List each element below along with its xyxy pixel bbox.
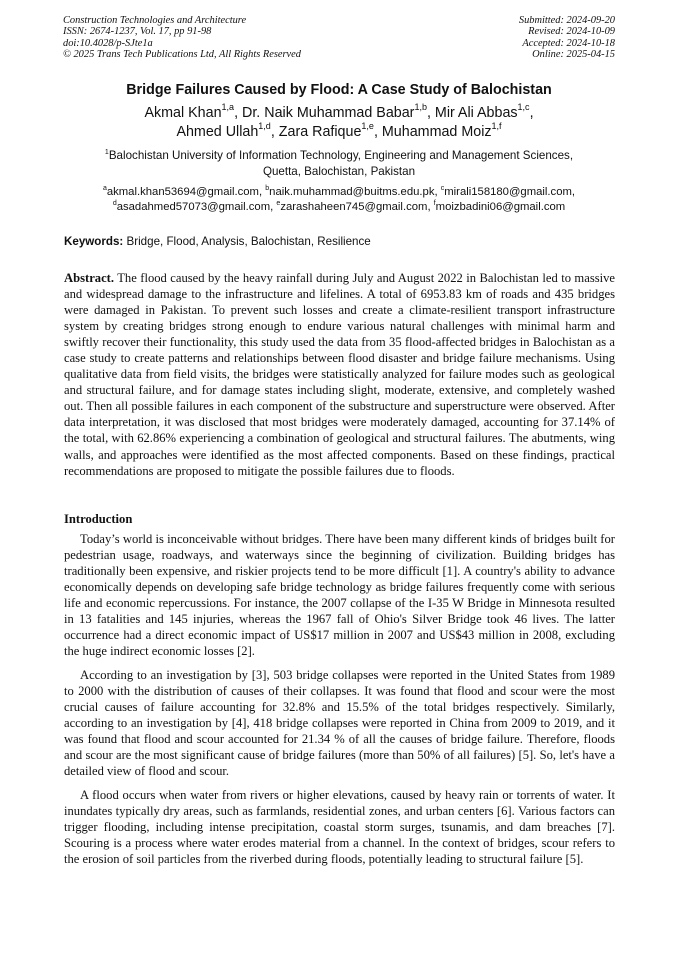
revised-date: Revised: 2024-10-09 [528,26,615,38]
author: Akmal Khan$^{1,a}$ [144,102,235,121]
paragraph: Today’s world is inconceivable without bridges. There have been many different kinds of bridges built for pedestrian usage, roadways, and waterways since the beginning of civilization. Building bridges has traditionally been expensive, and riskier projects tend to be more difficult [1]. A country's ability to advance economically depends on developing safe bridge technology as bridge failures frequently come with serious life and economic repercussions. For instance, the 2007 collapse of the I-35 W Bridge in Minnesota resulted in 13 fatalities and 145 injuries, whereas the 1967 fall of Ohio's Silver Bridge took 46 lives. The latter occurrence had a direct economic impact of US$17 million in 2007 and US$43 million in 2008, excluding the huge indirect economic losses [2]. [64,532,615,659]
paper-title: Bridge Failures Caused by Flood: A Case Study of Balochistan [126,82,552,98]
author: Muhammad Moiz$^{1,f}$ [381,121,502,140]
author: Mir Ali Abbas$^{1,c}$ [434,102,530,121]
email-link[interactable]: $^f$moizbadini06@gmail.com [433,199,566,213]
email-link[interactable]: $^c$mirali158180@gmail.com [440,185,572,198]
journal-name: Construction Technologies and Architecture [63,15,247,26]
author: Zara Rafique$^{1,e}$ [278,121,374,140]
paragraph: According to an investigation by [3], 503 bridge collapses were reported in the United States from 1989 to 2000 with the distribution of causes of their collapses. It was found that flood and scour were the most crucial causes of failure accounting for 32.8% and 15.5% of the total bridges respectively. Similarly, according to an investigation by [4], 418 bridge collapses were reported in China from 2009 to 2019, and it was found that flood and scour accounted for 21.34 % of all the causes of bridge failure. Therefore, floods and scour are the most significant cause of bridge failures (more than 50% of all failures) [5]. So, let's have a detailed view of flood and scour. [64,668,615,779]
online-date: Online: 2025-04-15 [532,49,615,61]
author: Dr. Naik Muhammad Babar$^{1,b}$ [242,102,427,121]
affiliation: $^1$Balochistan University of Information Technology, Engineering and Management Sciences, Quetta, Balochistan, Pakistan [104,149,574,178]
keywords-text: Bridge, Flood, Analysis, Balochistan, Resilience [126,235,371,248]
copyright: © 2025 Trans Tech Publications Ltd, All Rights Reserved [63,49,301,61]
keywords [64,234,616,249]
email-link[interactable]: $^a$akmal.khan53694@gmail.com [102,185,259,198]
issn-volume: ISSN: 2674-1237, Vol. 17, pp 91-98 [63,26,212,38]
accepted-date: Accepted: 2024-10-18 [522,37,615,49]
author-emails: $^a$akmal.khan53694@gmail.com, $^b$naik.muhammad@buitms.edu.pk, $^c$mirali158180@gmail.com, $^d$asadahmed57073@gmail.com, $^e$zarashaheen745@gmail.com, $^f$moizbadini06@gmail.com [102,185,576,213]
section-heading-introduction: Introduction [64,512,133,526]
doi-link[interactable]: doi:10.4028/p-SJte1a [63,37,153,49]
abstract [64,270,615,479]
email-link[interactable]: $^b$naik.muhammad@buitms.edu.pk [265,185,435,198]
keywords-label: Keywords: [64,235,124,248]
paragraph: A flood occurs when water from rivers or higher elevations, caused by heavy rain or torrents of water. It inundates typically dry areas, such as farmlands, residential zones, and urban centers [6]. Various factors can trigger flooding, including intense precipitation, coastal storm surges, tsunamis, and dam breaches [7]. Scouring is a process where water erodes material from a channel. In the context of bridges, scour refers to the erosion of soil particles from the riverbed during floods, potentially leading to structural failure [5]. [64,788,615,867]
submitted-date: Submitted: 2024-09-20 [518,15,615,26]
journal-info [63,15,301,61]
author-list: Akmal Khan$^{1,a}$, Dr. Naik Muhammad Babar$^{1,b}$, Mir Ali Abbas$^{1,c}$, Ahmed Ullah$^{1,d}$, Zara Rafique$^{1,e}$, Muhammad Moiz$^{1,f}$ [144,102,534,140]
email-link[interactable]: $^d$asadahmed57073@gmail.com [112,199,271,213]
abstract-text: The flood caused by the heavy rainfall during July and August 2022 in Balochistan led to massive and widespread damage to the infrastructure and lifelines. A total of 6953.83 km of roads and 435 bridges were damaged in Pakistan. To prevent such losses and create a climate-resilient transport infrastructure system by creating bridges strong enough to endure various natural challenges with minimal harm and swiftly recover their functionality, this study used the data from 35 flood-affected bridges in Balochistan as a case study to create patterns and relationships between flood disaster and bridge failure mechanisms. Using qualitative data from field visits, the bridges were statistically analyzed for failure modes such as geological and structural failure, and for damage states including slight, moderate, extensive, and completely washed out. Then all possible failures in each component of the substructure and superstructure were observed. After data interpretation, it was disclosed that most bridges were moderately damaged, accounting for 37.14% of the total, with 62.86% experiencing a combination of geological and structural failures. The abutments, wing walls, and approaches were identified as the most affected components. Based on these findings, practical recommendations are proposed to mitigate the possible failures due to floods. [64,271,616,478]
submission-dates [519,15,615,61]
abstract-label: Abstract. [64,271,115,285]
author: Ahmed Ullah$^{1,d}$ [176,121,271,140]
email-link[interactable]: $^e$zarashaheen745@gmail.com [276,199,428,213]
